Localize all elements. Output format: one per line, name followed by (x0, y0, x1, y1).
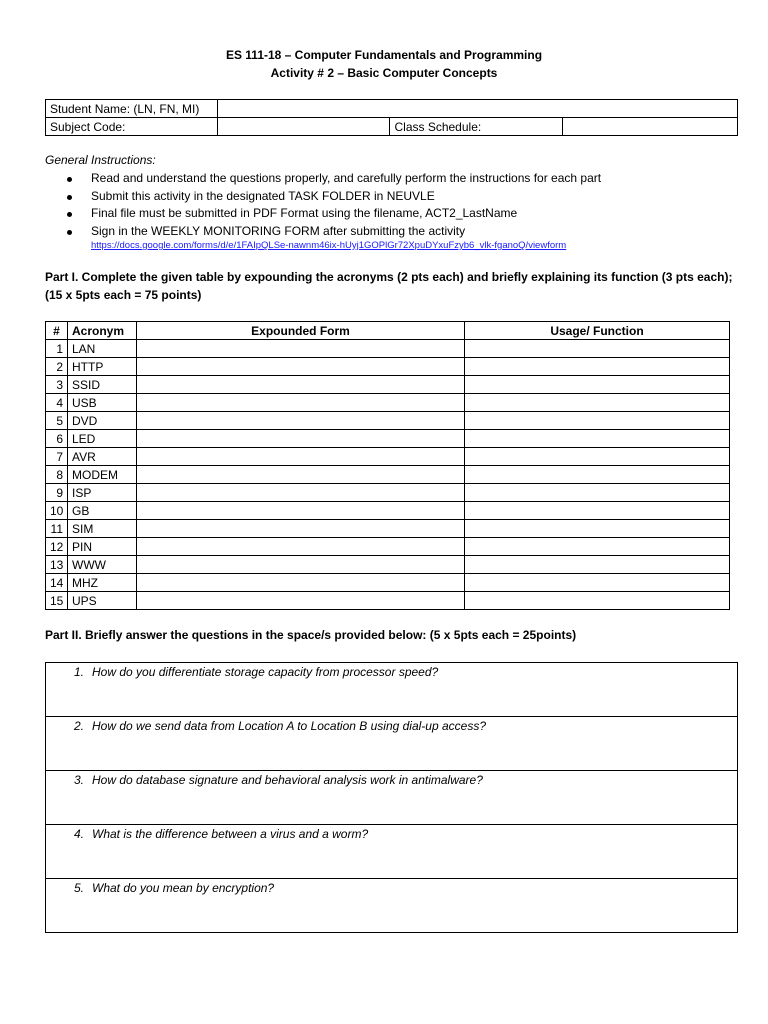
student-name-row (46, 100, 738, 118)
row-number: 13 (46, 556, 68, 574)
instruction-item (67, 188, 601, 206)
acronym-cell: PIN (68, 538, 137, 556)
acronym-row (46, 358, 730, 376)
question-row (46, 825, 738, 879)
row-number: 15 (46, 592, 68, 610)
expounded-form-cell[interactable] (137, 448, 465, 466)
subject-code-field[interactable] (217, 118, 390, 136)
question-text: What do you mean by encryption? (92, 881, 275, 895)
col-header-usage: Usage/ Function (465, 322, 730, 340)
expounded-form-cell[interactable] (137, 430, 465, 448)
row-number: 12 (46, 538, 68, 556)
acronym-row (46, 574, 730, 592)
row-number: 4 (46, 394, 68, 412)
question-text: How do we send data from Location A to Location B using dial-up access? (92, 719, 487, 733)
acronym-row (46, 502, 730, 520)
row-number: 7 (46, 448, 68, 466)
usage-function-cell[interactable] (465, 502, 730, 520)
row-number: 2 (46, 358, 68, 376)
col-header-expounded: Expounded Form (137, 322, 465, 340)
questions-table (45, 662, 738, 933)
acronym-row (46, 394, 730, 412)
acronym-cell: MODEM (68, 466, 137, 484)
class-schedule-field[interactable] (563, 118, 738, 136)
question-text: How do you differentiate storage capacity from processor speed? (92, 665, 439, 679)
subject-code-label: Subject Code: (46, 118, 218, 136)
question-number: 3. (73, 773, 84, 787)
instruction-text: Sign in the WEEKLY MONITORING FORM after submitting the activity (91, 223, 466, 238)
acronym-row (46, 340, 730, 358)
acronym-row (46, 556, 730, 574)
row-number: 8 (46, 466, 68, 484)
usage-function-cell[interactable] (465, 340, 730, 358)
acronym-row (46, 430, 730, 448)
expounded-form-cell[interactable] (137, 412, 465, 430)
question-number: 5. (73, 881, 84, 895)
acronym-row (46, 520, 730, 538)
student-name-label: Student Name: (LN, FN, MI) (46, 100, 218, 118)
instruction-text: Submit this activity in the designated TASK FOLDER in NEUVLE (91, 188, 435, 203)
expounded-form-cell[interactable] (137, 502, 465, 520)
acronym-row (46, 448, 730, 466)
question-answer-box[interactable] (46, 717, 738, 771)
instruction-item (67, 170, 601, 188)
acronym-cell: SIM (68, 520, 137, 538)
instruction-item (67, 205, 601, 223)
bullet-icon (67, 230, 72, 235)
acronym-row (46, 466, 730, 484)
question-number: 4. (73, 827, 84, 841)
row-number: 9 (46, 484, 68, 502)
instruction-text: Read and understand the questions properly, and carefully perform the instructions for each part (91, 171, 602, 185)
expounded-form-cell[interactable] (137, 394, 465, 412)
acronym-cell: WWW (68, 556, 137, 574)
usage-function-cell[interactable] (465, 466, 730, 484)
question-answer-box[interactable] (46, 879, 738, 933)
col-header-num: # (46, 322, 68, 340)
question-row (46, 771, 738, 825)
row-number: 3 (46, 376, 68, 394)
acronym-row (46, 412, 730, 430)
subject-row (46, 118, 738, 136)
part2-heading: Part II. Briefly answer the questions in the space/s provided below: (5 x 5pts each = 25points) (45, 628, 577, 642)
usage-function-cell[interactable] (465, 520, 730, 538)
student-name-field[interactable] (217, 100, 737, 118)
usage-function-cell[interactable] (465, 448, 730, 466)
question-number: 1. (73, 665, 84, 679)
expounded-form-cell[interactable] (137, 592, 465, 610)
document-title-line1: ES 111-18 – Computer Fundamentals and Programming (225, 48, 543, 62)
acronym-cell: MHZ (68, 574, 137, 592)
question-answer-box[interactable] (46, 663, 738, 717)
acronym-cell: USB (68, 394, 137, 412)
expounded-form-cell[interactable] (137, 520, 465, 538)
acronym-row (46, 484, 730, 502)
acronym-cell: UPS (68, 592, 137, 610)
question-row (46, 879, 738, 933)
acronym-row (46, 376, 730, 394)
acronym-table (45, 321, 730, 610)
bullet-icon (67, 195, 72, 200)
acronym-table-header (46, 322, 730, 340)
usage-function-cell[interactable] (465, 592, 730, 610)
expounded-form-cell[interactable] (137, 574, 465, 592)
part1-heading: Part I. Complete the given table by expounding the acronyms (2 pts each) and briefly explaining its function (3 pts each); (15 x 5pts each = 75 points) (45, 270, 733, 302)
student-info-table (45, 99, 738, 136)
usage-function-cell[interactable] (465, 358, 730, 376)
question-row (46, 717, 738, 771)
row-number: 10 (46, 502, 68, 520)
acronym-cell: GB (68, 502, 137, 520)
acronym-cell: AVR (68, 448, 137, 466)
acronym-cell: LAN (68, 340, 137, 358)
expounded-form-cell[interactable] (137, 376, 465, 394)
question-text: How do database signature and behavioral analysis work in antimalware? (92, 773, 483, 787)
monitoring-form-link[interactable]: https://docs.google.com/forms/d/e/1FAIpQLSe-nawnm46ix-hUyj1GOPlGr72XpuDYxuFzyb6_vlk-fganoQ/viewform (91, 240, 567, 251)
row-number: 5 (46, 412, 68, 430)
usage-function-cell[interactable] (465, 574, 730, 592)
expounded-form-cell[interactable] (137, 556, 465, 574)
document-title-line2: Activity # 2 – Basic Computer Concepts (270, 66, 498, 80)
acronym-cell: ISP (68, 484, 137, 502)
bullet-icon (67, 177, 72, 182)
acronym-row (46, 538, 730, 556)
general-instructions-label: General Instructions: (45, 153, 156, 167)
question-text: What is the difference between a virus and a worm? (92, 827, 369, 841)
usage-function-cell[interactable] (465, 538, 730, 556)
expounded-form-cell[interactable] (137, 484, 465, 502)
question-number: 2. (73, 719, 84, 733)
row-number: 1 (46, 340, 68, 358)
question-answer-box[interactable] (46, 771, 738, 825)
acronym-cell: DVD (68, 412, 137, 430)
expounded-form-cell[interactable] (137, 466, 465, 484)
usage-function-cell[interactable] (465, 556, 730, 574)
expounded-form-cell[interactable] (137, 538, 465, 556)
usage-function-cell[interactable] (465, 484, 730, 502)
expounded-form-cell[interactable] (137, 340, 465, 358)
row-number: 11 (46, 520, 68, 538)
row-number: 14 (46, 574, 68, 592)
row-number: 6 (46, 430, 68, 448)
expounded-form-cell[interactable] (137, 358, 465, 376)
usage-function-cell[interactable] (465, 412, 730, 430)
acronym-cell: LED (68, 430, 137, 448)
instruction-text: Final file must be submitted in PDF Format using the filename, ACT2_LastName (91, 206, 518, 220)
class-schedule-label: Class Schedule: (390, 118, 563, 136)
question-answer-box[interactable] (46, 825, 738, 879)
instruction-item (67, 223, 601, 241)
question-row (46, 663, 738, 717)
instructions-list (67, 170, 601, 240)
acronym-row (46, 592, 730, 610)
usage-function-cell[interactable] (465, 430, 730, 448)
usage-function-cell[interactable] (465, 394, 730, 412)
bullet-icon (67, 212, 72, 217)
acronym-cell: SSID (68, 376, 137, 394)
col-header-acronym: Acronym (68, 322, 137, 340)
usage-function-cell[interactable] (465, 376, 730, 394)
acronym-cell: HTTP (68, 358, 137, 376)
